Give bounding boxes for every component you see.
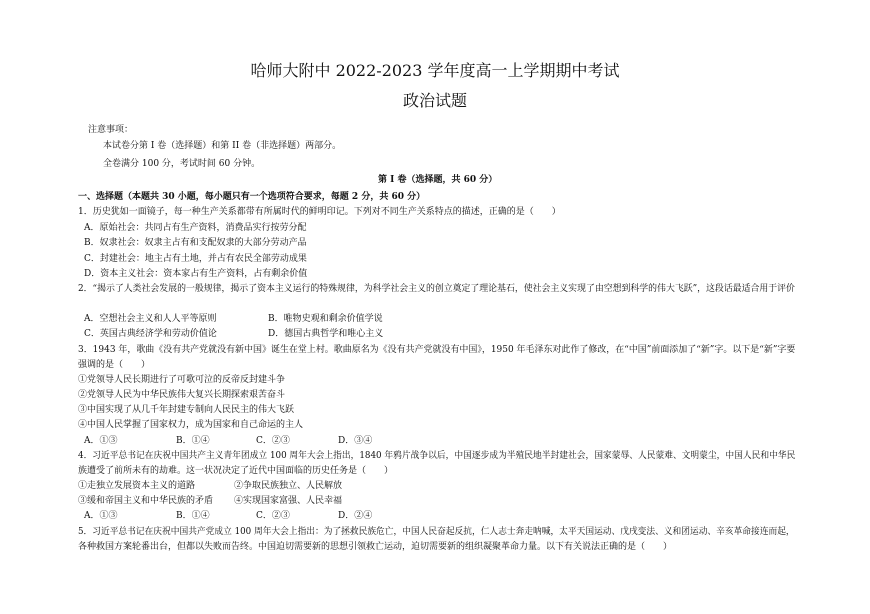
question-2-option-a: A．空想社会主义和人人平等原则 bbox=[84, 314, 217, 324]
question-4-stem-line-2: 族遭受了前所未有的劫难。这一状况决定了近代中国面临的历史任务是（ ） bbox=[78, 466, 394, 476]
part-title: 一、选择题（本题共 30 小题，每小题只有一个选项符合要求，每题 2 分，共 60 分） bbox=[78, 192, 426, 202]
question-3-option-a: A．①③ bbox=[84, 436, 118, 446]
question-4-item-2: ②争取民族独立、人民解放 bbox=[234, 481, 343, 491]
question-4-item-3: ③缓和帝国主义和中华民族的矛盾 bbox=[78, 496, 214, 506]
question-3-option-d: D．③④ bbox=[338, 436, 373, 446]
question-2-option-d: D．德国古典哲学和唯心主义 bbox=[268, 329, 384, 339]
question-4-option-a: A．①③ bbox=[84, 511, 118, 521]
notes-line-2: 全卷满分 100 分，考试时间 60 分钟。 bbox=[103, 159, 261, 169]
question-1-option-d: D．资本主义社会：资本家占有生产资料，占有剩余价值 bbox=[84, 269, 308, 279]
question-4-item-4: ④实现国家富强、人民幸福 bbox=[234, 496, 343, 506]
page-title: 哈师大附中 2022-2023 学年度高一上学期期中考试 bbox=[250, 61, 620, 80]
question-4-option-c: C．②③ bbox=[256, 511, 290, 521]
question-3-item-4: ④中国人民掌握了国家权力，成为国家和自己命运的主人 bbox=[78, 420, 304, 430]
question-4-option-d: D．②④ bbox=[338, 511, 373, 521]
question-1-stem: 1．历史犹如一面镜子，每一种生产关系都带有所属时代的鲜明印记。下列对不同生产关系特点的描述，正确的是（ ） bbox=[78, 207, 561, 217]
question-2-option-b: B．唯物史观和剩余价值学说 bbox=[268, 314, 383, 324]
question-5-stem-line-1: 5．习近平总书记在庆祝中国共产党成立 100 周年大会上指出：为了拯救民族危亡，中国人民奋起反抗，仁人志士奔走呐喊，太平天国运动、戊戌变法、义和团运动、辛亥革命接连而起， bbox=[78, 527, 795, 537]
question-2-stem: 2．“揭示了人类社会发展的一般规律，揭示了资本主义运行的特殊规律，为科学社会主义的创立奠定了理论基石，使社会主义实现了由空想到科学的伟大飞跃”，这段话最适合用于评价 bbox=[78, 284, 795, 294]
question-1-option-c: C．封建社会：地主占有土地，并占有农民全部劳动成果 bbox=[84, 254, 307, 264]
question-3-item-2: ②党领导人民为中华民族伟大复兴长期探索艰苦奋斗 bbox=[78, 390, 286, 400]
question-3-stem-line-2: 强调的是（ ） bbox=[78, 360, 151, 370]
notes-heading: 注意事项： bbox=[88, 125, 134, 135]
question-1-option-a: A．原始社会：共同占有生产资料，消费品实行按劳分配 bbox=[84, 223, 307, 233]
question-4-item-1: ①走独立发展资本主义的道路 bbox=[78, 481, 196, 491]
volume-title: 第 I 卷（选择题，共 60 分） bbox=[378, 175, 498, 185]
question-3-option-b: B．①④ bbox=[176, 436, 210, 446]
question-4-option-b: B．①④ bbox=[176, 511, 210, 521]
question-3-option-c: C．②③ bbox=[256, 436, 290, 446]
question-3-item-3: ③中国实现了从几千年封建专制向人民民主的伟大飞跃 bbox=[78, 405, 295, 415]
question-3-stem-line-1: 3．1943 年，歌曲《没有共产党就没有新中国》诞生在堂上村。歌曲原名为《没有共产党就没有中国》，1950 年毛泽东对此作了修改，在“中国”前面添加了“新”字。以下是“新”字要 bbox=[78, 345, 796, 355]
question-1-option-b: B．奴隶社会：奴隶主占有和支配奴隶的大部分劳动产品 bbox=[84, 238, 307, 248]
page-subtitle: 政治试题 bbox=[402, 91, 467, 110]
question-3-item-1: ①党领导人民长期进行了可歌可泣的反帝反封建斗争 bbox=[78, 375, 286, 385]
question-4-stem-line-1: 4．习近平总书记在庆祝中国共产主义青年团成立 100 周年大会上指出，1840 年鸦片战争以后，中国逐步成为半殖民地半封建社会，国家蒙辱、人民蒙难、文明蒙尘，中国人民和中华民 bbox=[78, 451, 796, 461]
question-5-stem-line-2: 各种救国方案轮番出台，但都以失败而告终。中国迫切需要新的思想引领救亡运动，迫切需要新的组织凝聚革命力量。以下有关说法正确的是（ ） bbox=[78, 542, 673, 552]
question-2-option-c: C．英国古典经济学和劳动价值论 bbox=[84, 329, 217, 339]
notes-line-1: 本试卷分第 I 卷（选择题）和第 II 卷（非选择题）两部分。 bbox=[103, 141, 342, 151]
